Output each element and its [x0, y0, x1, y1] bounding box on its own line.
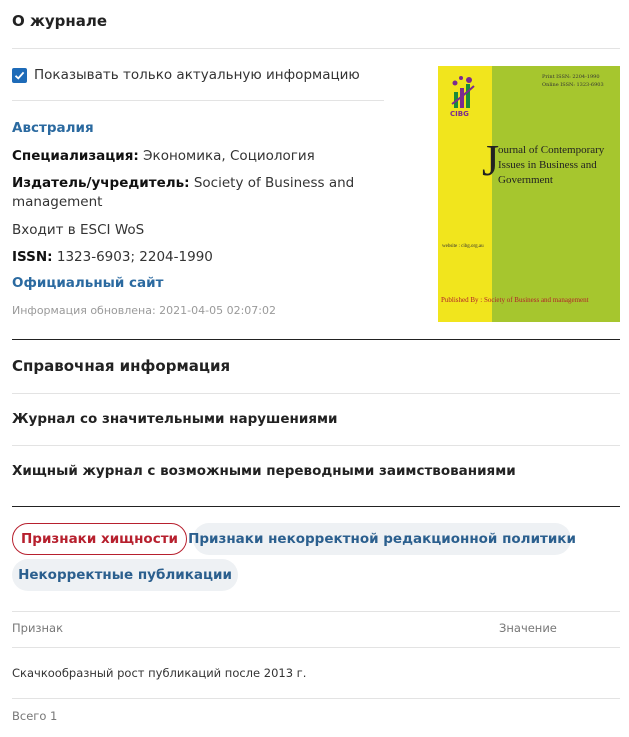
cover-journal-line3: Government [498, 174, 553, 186]
reference-title: Справочная информация [12, 357, 231, 375]
column-header-value: Значение [499, 621, 557, 635]
cibg-logo-text: CIBG [450, 110, 469, 118]
divider [12, 100, 384, 101]
divider [12, 445, 620, 446]
about-title: О журнале [12, 12, 108, 30]
section-divider [12, 339, 620, 340]
cover-journal-title [482, 136, 620, 188]
journal-cover-image [438, 66, 620, 322]
actual-info-checkbox-row[interactable] [12, 67, 360, 83]
tab-editorial-policy[interactable]: Признаки некорректной редакционной политики [193, 523, 571, 555]
table-row-divider [12, 698, 620, 699]
divider [12, 48, 620, 49]
total-count: Всего 1 [12, 709, 58, 723]
cover-issn-block [542, 73, 604, 89]
checkbox-label: Показывать только актуальную информацию [34, 67, 360, 83]
tab-incorrect-publications[interactable]: Некорректные публикации [12, 559, 238, 591]
cover-online-issn: Online ISSN: 1323-6903 [542, 82, 604, 88]
checkbox-checked-icon[interactable] [12, 68, 27, 83]
section-divider [12, 506, 620, 507]
divider [12, 393, 620, 394]
cover-journal-letter: J [482, 136, 500, 185]
cover-journal-line2: Issues in Business and [498, 159, 597, 171]
column-header-sign: Признак [12, 621, 64, 635]
publisher-value-line1: Society of Business and [193, 175, 355, 191]
predatory-item: Хищный журнал с возможными переводными заимствованиями [12, 463, 516, 479]
publisher-field [12, 173, 354, 193]
issn-value: 1323-6903; 2204-1990 [56, 249, 213, 265]
specialization-field [12, 146, 315, 166]
official-site-link[interactable]: Официальный сайт [12, 275, 164, 291]
table-top-divider [12, 611, 620, 612]
cover-print-issn: Print ISSN: 2204-1990 [542, 74, 600, 80]
specialization-label: Специализация: [12, 148, 139, 164]
index-text: Входит в ESCI WoS [12, 222, 145, 238]
table-header-divider [12, 647, 620, 648]
publisher-value-line2: management [12, 194, 103, 210]
updated-timestamp: Информация обновлена: 2021-04-05 02:07:02 [12, 304, 277, 317]
cover-journal-line1: ournal of Contemporary [498, 144, 605, 156]
country-link[interactable]: Австралия [12, 120, 94, 136]
cibg-logo [448, 74, 478, 122]
cover-website: website : cibg.org.au [442, 244, 484, 249]
issn-label: ISSN: [12, 249, 53, 265]
publisher-label: Издатель/учредитель: [12, 175, 190, 191]
table-row-sign: Скачкообразный рост публикаций после 2013 г. [12, 666, 307, 680]
issn-field [12, 247, 213, 267]
violation-item: Журнал со значительными нарушениями [12, 411, 338, 427]
tab-predatory-signs[interactable]: Признаки хищности [12, 523, 187, 555]
specialization-value: Экономика, Социология [143, 148, 315, 164]
cover-published-by: Published By : Society of Business and management [441, 296, 589, 304]
